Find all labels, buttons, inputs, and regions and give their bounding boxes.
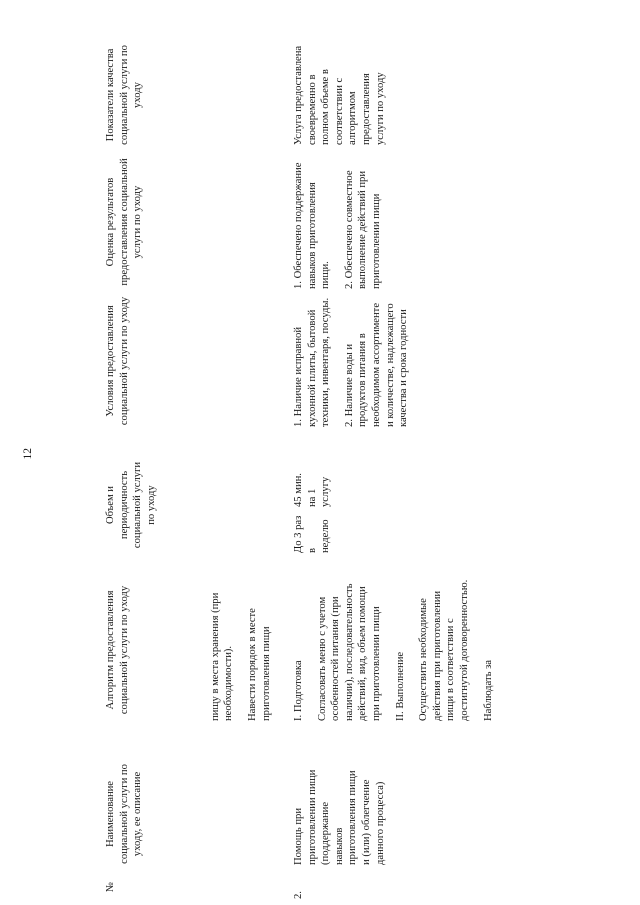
algorithm-continuation — [198, 579, 284, 721]
header-number: № — [105, 881, 116, 893]
row-number: 2. — [293, 891, 304, 899]
continuation-text-1: пищу в места хранения (при необходимости). — [209, 592, 235, 721]
header-evaluation: Оценка результатов предоставления социальной услуги по уходу — [105, 158, 144, 286]
algorithm-step-heading-2: II. Выполнение — [394, 651, 406, 721]
header-volume: Объем и периодичность социальной услуги по уходу — [105, 461, 157, 549]
service-frequency: До 3 раз в неделю — [293, 515, 332, 553]
service-duration: 45 мин. на 1 услугу — [293, 473, 332, 507]
quality-indicator: Услуга предоставлена своевременно в полном объеме в соответствии с алгоритмом предоставления услуги по уходу — [293, 45, 386, 145]
algorithm-step-text-1: Согласовать меню с учетом особенностей питания (при наличии), последовательность действий, вид, объем помощи при приготовлении пищи — [316, 583, 382, 721]
service-name: Помощь при приготовлении пищи (поддержание навыков приготовления пищи и (или) облегчение данного процесса) — [293, 769, 386, 865]
evaluation-2: 2. Обеспечено совместное выполнение действий при приготовлении пищи — [343, 170, 382, 289]
header-name: Наименование социальной услуги по уходу, ее описание — [105, 764, 144, 864]
evaluation-1: 1. Обеспечено поддержание навыков приготовления пищи. — [293, 162, 332, 289]
algorithm-step-heading-1: I. Подготовка — [293, 660, 304, 721]
header-conditions: Условия предоставления социальной услуги по уходу — [105, 296, 130, 426]
condition-2: 2. Наличие воды и продуктов питания в необходимом ассортименте и количестве, надлежащего качества и срока годности — [343, 302, 410, 427]
algorithm-step-text-3: Наблюдать за — [482, 660, 494, 721]
algorithm-steps — [292, 579, 505, 721]
services-table — [104, 16, 640, 905]
page-number: 12 — [22, 448, 35, 460]
continuation-text-2: Навести порядок в месте приготовления пищи — [247, 608, 272, 721]
header-indicators: Показатели качества социальной услуги по уходу — [105, 45, 144, 145]
algorithm-step-text-2: Осуществить необходимые действия при приготовлении пищи в соответствии с достигнутой договоренностью. — [418, 579, 470, 721]
condition-1: 1. Наличие исправной кухонной плиты, бытовой техники, инвентаря, посуды. — [293, 297, 332, 427]
header-algorithm: Алгоритм предоставления социальной услуги по уходу — [105, 585, 130, 715]
